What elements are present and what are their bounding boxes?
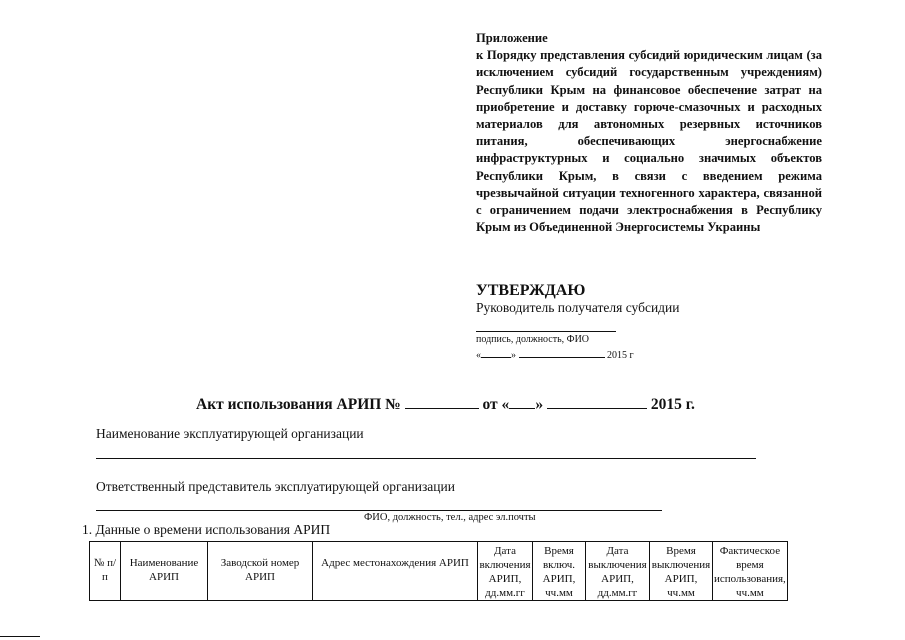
org-name-line[interactable] [96,458,756,459]
date-open-quote: « [476,350,481,361]
col-address-label: Адрес местонахождения АРИП [321,557,469,569]
table-header-row [90,542,788,601]
date-close-quote: » [511,350,516,361]
act-title [196,395,695,414]
col-actual-time [713,542,788,601]
act-title-year: 2015 г. [650,396,695,413]
signature-line [476,331,616,332]
act-title-quote-close: » [535,396,544,413]
date-day-blank[interactable] [481,348,511,358]
act-title-from: от « [482,396,510,413]
col-number [90,542,121,601]
section-1-title: 1. Данные о времени использования АРИП [82,522,331,537]
col-off-time-label: Время выключения АРИП, чч.мм [651,545,711,599]
col-on-date-label: Дата включения АРИП, дд.мм.гг [479,545,531,599]
col-off-date [586,542,650,601]
act-day-blank[interactable] [509,395,535,409]
col-serial-number-label: Заводской номер АРИП [220,557,300,583]
approval-date [476,348,634,361]
annex-block [476,30,822,236]
col-off-time [650,542,713,601]
col-arip-name [121,542,208,601]
col-number-label: № п/п [93,557,117,583]
col-on-time [533,542,586,601]
footnote-line [0,636,40,637]
act-month-blank[interactable] [547,395,647,409]
usage-table [89,541,788,601]
annex-title: Приложение [476,31,548,45]
approval-role: Руководитель получателя субсидии [476,300,680,315]
col-on-time-label: Время включ. АРИП, чч.мм [542,545,576,599]
org-name-label: Наименование эксплуатирующей организации [96,426,364,441]
act-title-prefix: Акт использования АРИП № [196,396,401,413]
col-off-date-label: Дата выключения АРИП, дд.мм.гг [588,545,647,599]
signature-caption: подпись, должность, ФИО [476,334,590,345]
date-month-blank[interactable] [519,348,605,358]
annex-text: к Порядку представления субсидий юридическим лицам (за исключением субсидий государственным учреждениям) Республики Крым на финансовое обеспечение затрат на приобретение и доставку горюче-смазочных и расходных материалов для автономных резервных источников питания, обеспечивающих энергоснабжение инфраструктурных и социально значимых объектов Республики Крым, в связи с введением режима чрезвычайной ситуации техногенного характера, связанной с ограничением подачи электроснабжения в Республику Крым из Объединенной Энергосистемы Украины [476,48,822,235]
col-on-date [478,542,533,601]
representative-line[interactable] [96,510,662,511]
col-address [313,542,478,601]
col-serial-number [208,542,313,601]
col-arip-name-label: Наименование АРИП [129,557,199,583]
col-actual-time-label: Фактическое время использования, чч.мм [714,545,786,599]
act-number-blank[interactable] [405,395,479,409]
approval-heading: УТВЕРЖДАЮ [476,282,586,299]
representative-caption: ФИО, должность, тел., адрес эл.почты [364,512,536,523]
date-year: 2015 г [607,350,634,361]
representative-label: Ответственный представитель эксплуатирующей организации [96,479,455,494]
